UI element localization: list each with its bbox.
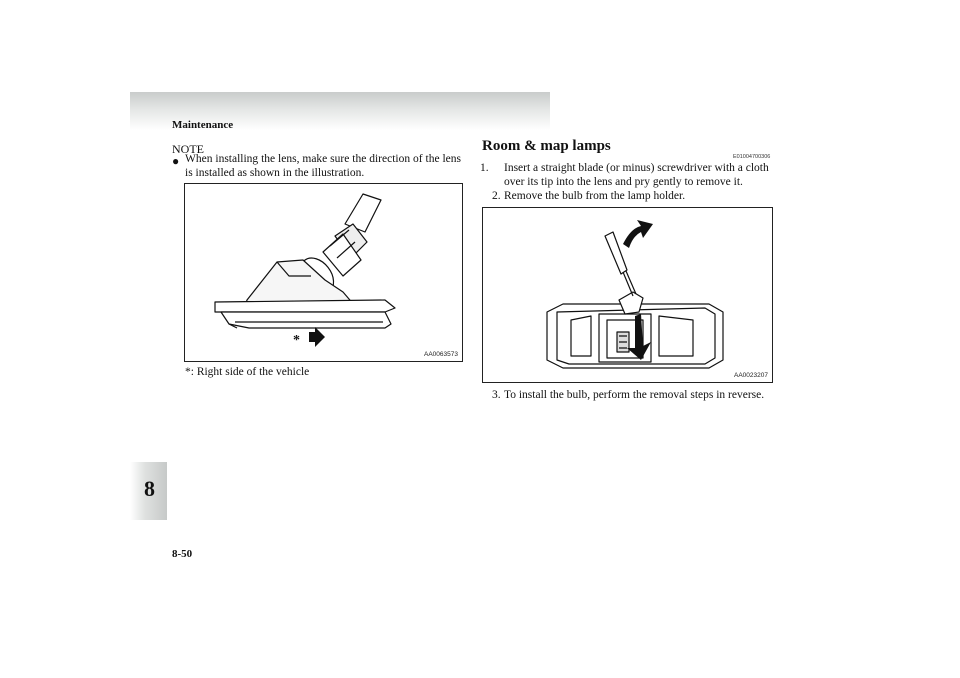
figure-code: AA0063573 [424,351,458,358]
curved-arrow-icon [623,220,653,248]
lens-drawing [185,184,462,361]
section-title: Room & map lamps [482,138,611,154]
lens-illustration [184,183,463,362]
step-text: To install the bulb, perform the removal steps in reverse. [504,389,765,401]
step-text: Insert a straight blade (or minus) screwdriver with a cloth over its tip into the lens and pry gently to remove it. [504,162,769,188]
bullet-icon: ● [172,154,180,168]
step-text: Remove the bulb from the lamp holder. [504,190,686,202]
header-title: Maintenance [172,119,234,131]
room-lamp-illustration [482,207,773,383]
step-3 [492,388,772,402]
step-number: 2. [492,190,501,202]
note-text: When installing the lens, make sure the direction of the lens is installed as shown in the illustration. [185,153,461,179]
step-number: 1. [480,162,489,174]
page-number: 8-50 [172,548,193,560]
room-lamp-drawing [483,208,772,382]
chapter-number: 8 [144,476,155,501]
figure-caption: *: Right side of the vehicle [185,366,310,378]
arrow-right-icon [309,327,325,347]
step-1 [480,161,784,189]
step-number: 3. [492,389,501,401]
step-2 [492,189,772,203]
note-label: NOTE [172,142,204,156]
section-code: E01004700306 [733,154,771,160]
figure-code: AA0023207 [734,372,768,379]
lens-marker-label: * [293,333,300,348]
